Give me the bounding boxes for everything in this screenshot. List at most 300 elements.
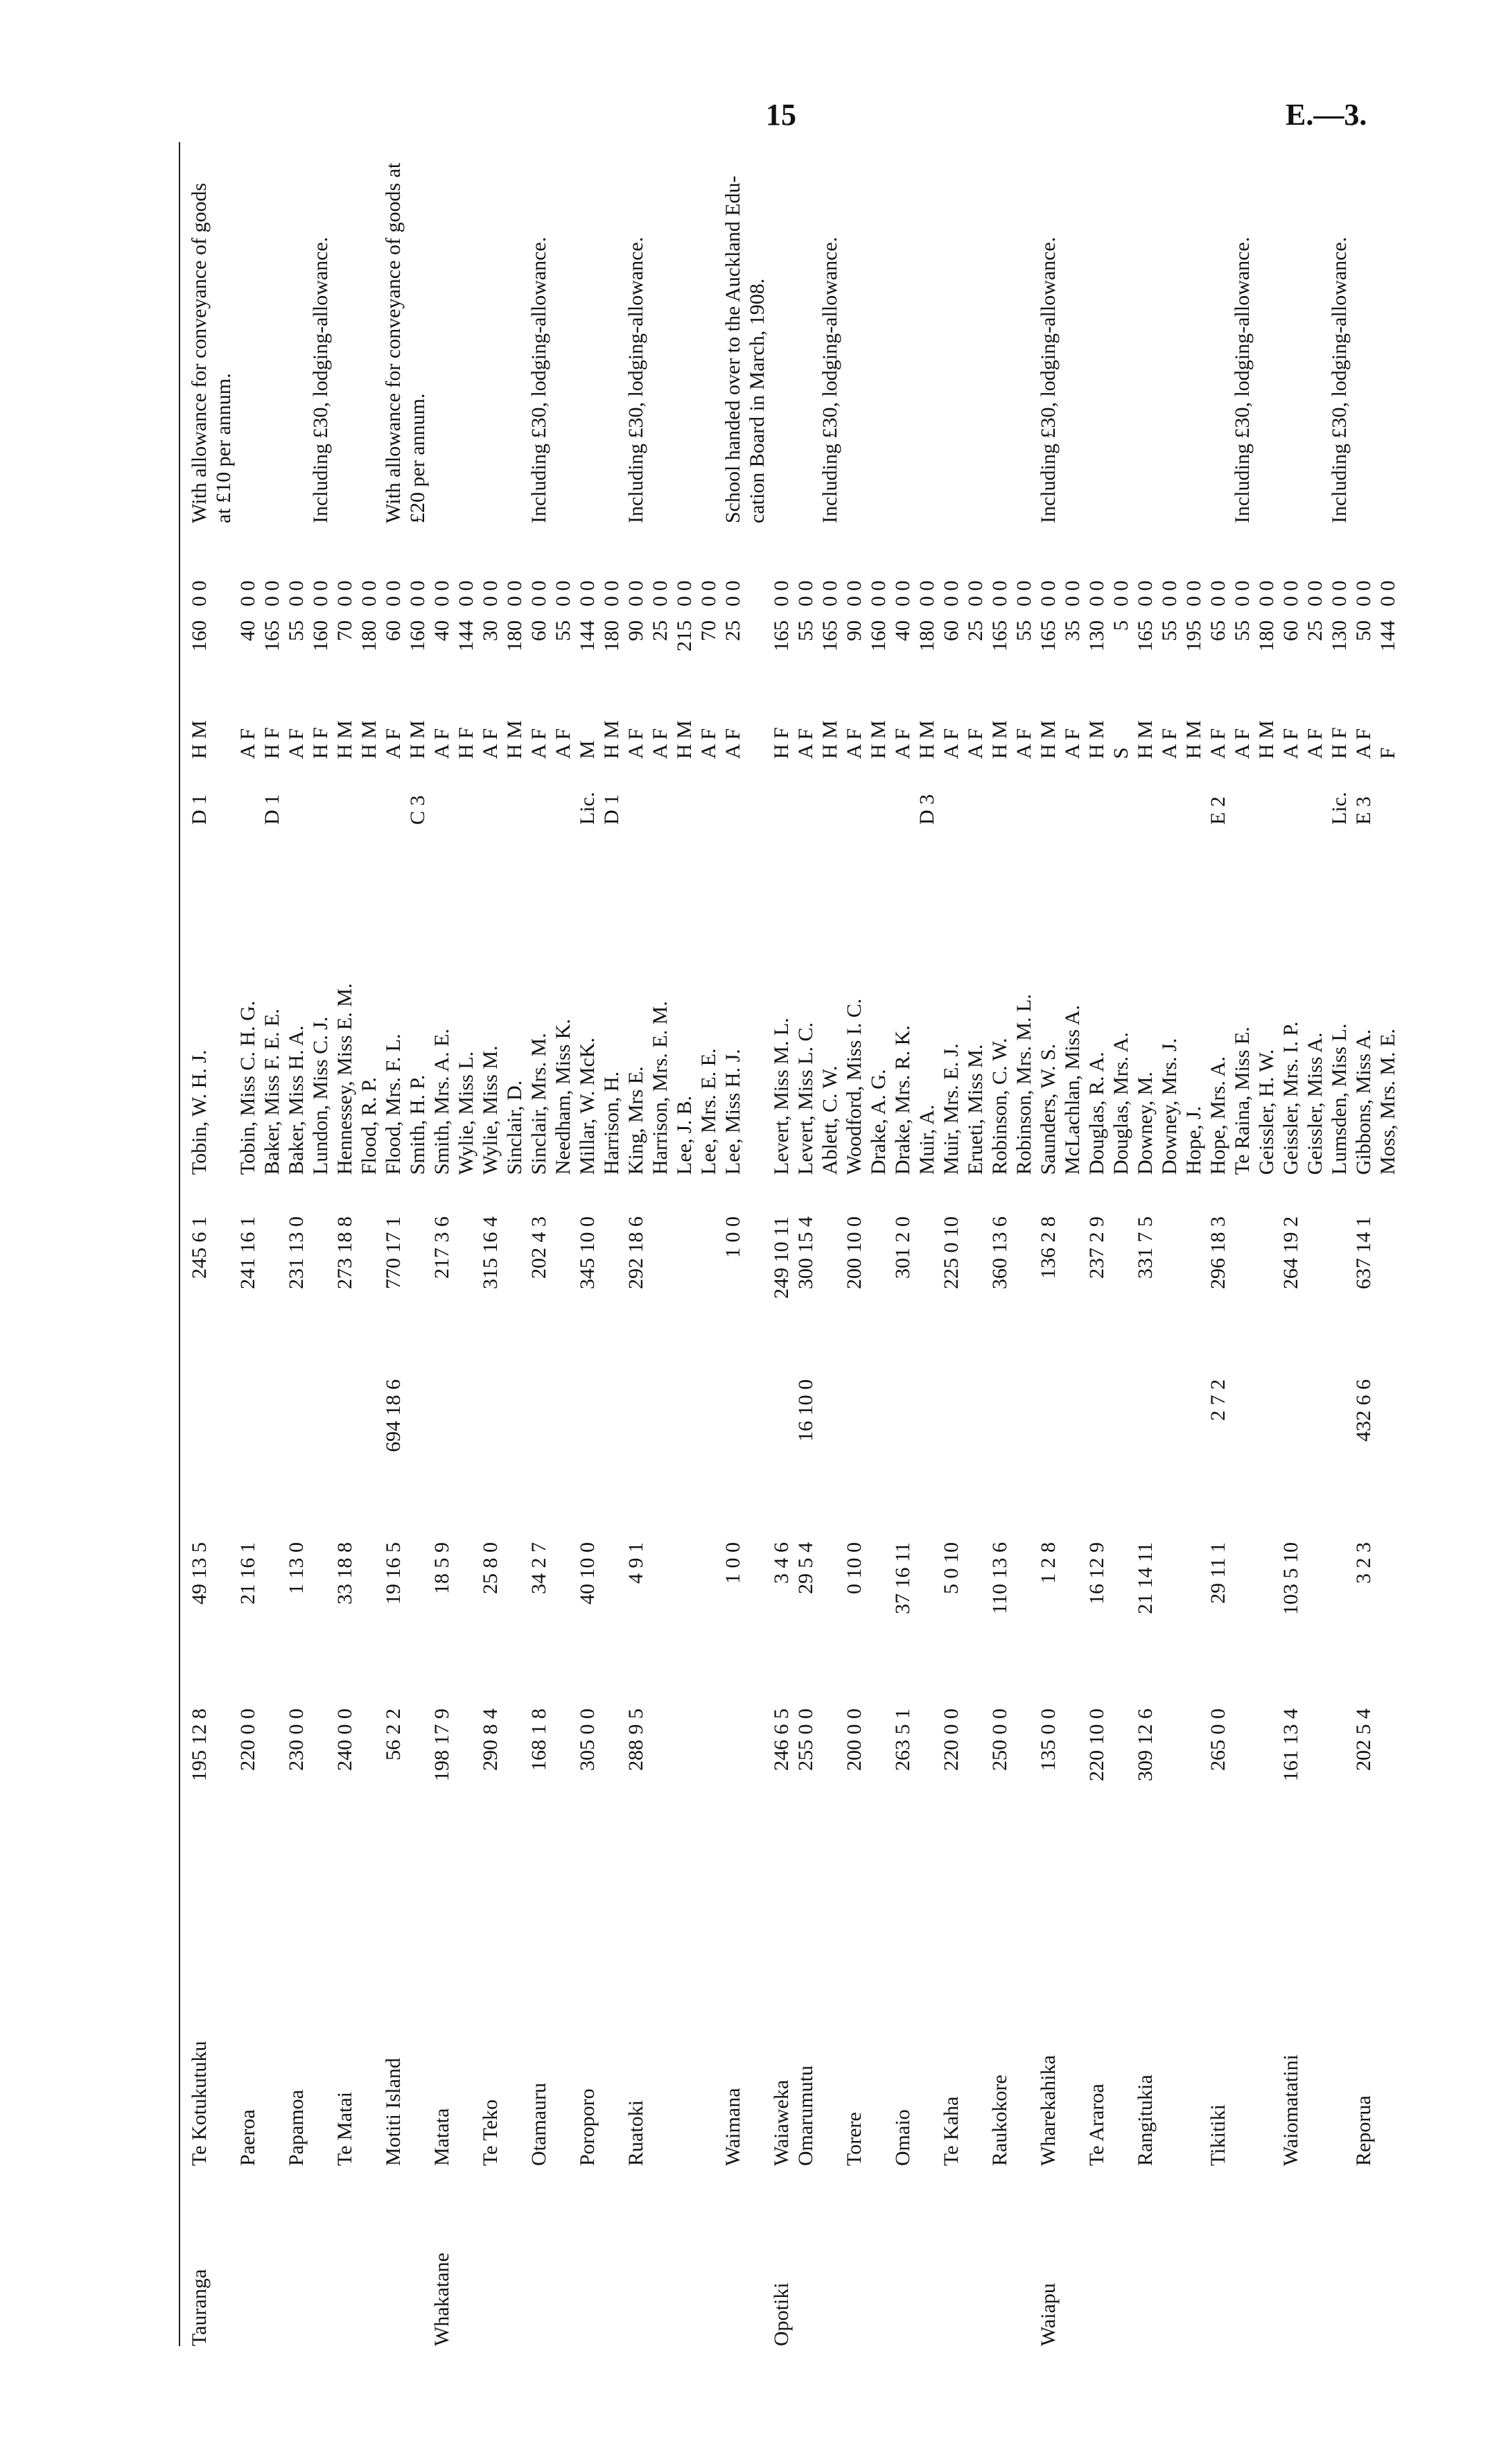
- cell-district: Waiapu: [1037, 2283, 1060, 2346]
- cell-sal2: 0 0: [527, 580, 550, 606]
- cell-s2: 5 0 10: [940, 1542, 963, 1594]
- cell-sal2: 0 0: [1134, 580, 1157, 606]
- cell-cls: E 3: [1352, 796, 1375, 825]
- cell-school: Wharekahika: [1037, 2055, 1060, 2166]
- cell-s2: 21 14 11: [1134, 1542, 1157, 1614]
- cell-remark: Including £30, lodging-allowance.: [1037, 236, 1060, 523]
- cell-s3: 432 6 6: [1352, 1379, 1375, 1442]
- cell-s4: 237 2 9: [1085, 1216, 1108, 1279]
- cell-sal: 65: [1207, 620, 1229, 641]
- cell-name: Flood, R. P.: [358, 1077, 380, 1175]
- cell-sal: 160: [188, 620, 211, 652]
- cell-name: Geissler, Miss A.: [1304, 1032, 1326, 1175]
- cell-s4: 217 3 6: [430, 1216, 453, 1279]
- cell-sal: 180: [503, 620, 526, 652]
- cell-sal2: 0 0: [382, 580, 405, 606]
- cell-pos: H M: [1255, 720, 1278, 759]
- cell-name: Wylie, Miss L.: [455, 1051, 477, 1175]
- cell-pos: H M: [673, 720, 696, 759]
- cell-cls: D 1: [600, 794, 623, 825]
- cell-s4: 225 0 10: [940, 1216, 963, 1289]
- cell-s1: 305 0 0: [576, 1709, 599, 1771]
- cell-school: Raukokore: [988, 2074, 1011, 2166]
- cell-cls: Lic.: [576, 792, 599, 825]
- cell-pos: H M: [1182, 720, 1205, 759]
- cell-pos: H M: [915, 720, 938, 759]
- cell-remark: £20 per annum.: [406, 393, 429, 523]
- cell-name: Harrison, H.: [600, 1071, 623, 1175]
- cell-sal2: 0 0: [406, 580, 429, 606]
- cell-name: Geissler, Mrs. I. P.: [1279, 1021, 1302, 1175]
- cell-sal2: 0 0: [600, 580, 623, 606]
- cell-pos: H M: [1037, 720, 1060, 759]
- cell-name: Robinson, C. W.: [988, 1038, 1011, 1175]
- cell-pos: A F: [1352, 728, 1375, 759]
- cell-school: Motiti Island: [382, 2058, 405, 2166]
- cell-sal2: 0 0: [673, 580, 696, 606]
- cell-name: Wylie, Miss M.: [479, 1045, 502, 1175]
- cell-name: Muir, A.: [915, 1104, 938, 1175]
- cell-name: McLachlan, Miss A.: [1061, 1005, 1084, 1175]
- cell-s2: 3 4 6: [770, 1542, 793, 1584]
- cell-cls: E 2: [1207, 796, 1229, 825]
- cell-sal: 25: [649, 620, 672, 641]
- cell-s1: 200 0 0: [843, 1709, 866, 1771]
- cell-name: Drake, Mrs. R. K.: [891, 1025, 914, 1175]
- cell-name: Gibbons, Miss A.: [1352, 1029, 1375, 1175]
- cell-school: Te Kotukutuku: [188, 2041, 211, 2166]
- cell-school: Waimana: [721, 2088, 744, 2166]
- cell-s4: 637 14 1: [1352, 1216, 1375, 1289]
- cell-s1: 161 13 4: [1279, 1709, 1302, 1781]
- cell-name: Douglas, R. A.: [1085, 1051, 1108, 1175]
- cell-school: Papamoa: [285, 2090, 308, 2166]
- cell-pos: H F: [1328, 727, 1351, 759]
- cell-pos: A F: [624, 728, 647, 759]
- cell-sal2: 0 0: [1279, 580, 1302, 606]
- cell-sal2: 0 0: [721, 580, 744, 606]
- cell-name: Sinclair, D.: [503, 1080, 526, 1175]
- cell-remark: at £10 per annum.: [212, 373, 235, 523]
- cell-pos: H M: [600, 720, 623, 759]
- cell-school: Waiaweka: [770, 2079, 793, 2166]
- cell-pos: A F: [1013, 728, 1035, 759]
- cell-sal: 55: [552, 620, 575, 641]
- cell-sal: 180: [600, 620, 623, 652]
- cell-s2: 33 18 8: [333, 1542, 356, 1605]
- rotated-table: [179, 142, 1405, 2346]
- cell-sal2: 0 0: [333, 580, 356, 606]
- cell-cls: D 3: [915, 794, 938, 825]
- cell-sal: 165: [818, 620, 841, 652]
- cell-name: Douglas, Mrs. A.: [1110, 1032, 1132, 1175]
- cell-name: Lee, Mrs. E. E.: [697, 1048, 720, 1175]
- cell-s2: 18 5 9: [430, 1542, 453, 1594]
- cell-sal: 180: [1255, 620, 1278, 652]
- cell-s1: 220 10 0: [1085, 1709, 1108, 1781]
- cell-s4: 245 6 1: [188, 1216, 211, 1279]
- cell-sal2: 0 0: [1255, 580, 1278, 606]
- cell-sal2: 0 0: [285, 580, 308, 606]
- cell-s2: 1 13 0: [285, 1542, 308, 1594]
- cell-name: Flood, Mrs. F. L.: [382, 1033, 405, 1175]
- cell-school: Rangitukia: [1134, 2074, 1157, 2166]
- cell-pos: A F: [964, 728, 987, 759]
- cell-pos: A F: [940, 728, 963, 759]
- cell-sal2: 0 0: [1328, 580, 1351, 606]
- cell-school: Te Kaha: [940, 2096, 963, 2166]
- cell-pos: A F: [285, 728, 308, 759]
- cell-name: Moss, Mrs. M. E.: [1376, 1029, 1399, 1175]
- cell-sal2: 0 0: [1376, 580, 1399, 606]
- cell-school: Te Teko: [479, 2099, 502, 2166]
- cell-s1: 288 9 5: [624, 1709, 647, 1771]
- cell-sal: 160: [867, 620, 890, 652]
- page-number: 15: [766, 98, 796, 132]
- cell-sal2: 0 0: [1352, 580, 1375, 606]
- cell-sal: 40: [236, 620, 259, 641]
- cell-sal: 144: [455, 620, 477, 652]
- cell-sal: 165: [988, 620, 1011, 652]
- cell-s2: 110 13 6: [988, 1542, 1011, 1614]
- cell-name: Te Raina, Miss E.: [1231, 1026, 1254, 1175]
- cell-s1: 250 0 0: [988, 1709, 1011, 1771]
- cell-pos: A F: [1304, 728, 1326, 759]
- cell-s1: 198 17 9: [430, 1709, 453, 1781]
- cell-name: Lumsden, Miss L.: [1328, 1023, 1351, 1175]
- cell-s1: 309 12 6: [1134, 1709, 1157, 1781]
- cell-sal2: 0 0: [915, 580, 938, 606]
- cell-pos: A F: [236, 728, 259, 759]
- cell-sal: 50: [1352, 620, 1375, 641]
- cell-s1: 230 0 0: [285, 1709, 308, 1771]
- cell-remark: Including £30, lodging-allowance.: [1231, 236, 1254, 523]
- cell-name: Saunders, W. S.: [1037, 1043, 1060, 1175]
- cell-sal2: 0 0: [624, 580, 647, 606]
- cell-sal: 60: [527, 620, 550, 641]
- cell-s1: 56 2 2: [382, 1709, 405, 1760]
- cell-school: Tikitiki: [1207, 2104, 1229, 2166]
- cell-pos: A F: [382, 728, 405, 759]
- cell-pos: H M: [818, 720, 841, 759]
- cell-pos: H M: [1134, 720, 1157, 759]
- cell-cls: D 1: [261, 794, 283, 825]
- cell-name: Geissler, H. W.: [1255, 1049, 1278, 1175]
- cell-pos: H M: [988, 720, 1011, 759]
- cell-s1: 246 6 5: [770, 1709, 793, 1771]
- cell-name: Lundon, Miss C. J.: [309, 1016, 332, 1175]
- cell-pos: A F: [721, 728, 744, 759]
- cell-s1: 220 0 0: [940, 1709, 963, 1771]
- cell-remark: Including £30, lodging-allowance.: [309, 236, 332, 523]
- cell-sal2: 0 0: [576, 580, 599, 606]
- cell-cls: C 3: [406, 795, 429, 825]
- cell-s3: 2 7 2: [1207, 1379, 1229, 1421]
- cell-school: Poroporo: [576, 2088, 599, 2166]
- cell-pos: H M: [503, 720, 526, 759]
- cell-name: Hope, Mrs. A.: [1207, 1056, 1229, 1175]
- cell-s4: 770 17 1: [382, 1216, 405, 1289]
- cell-sal2: 0 0: [188, 580, 211, 606]
- cell-pos: S: [1110, 747, 1132, 759]
- cell-sal: 25: [964, 620, 987, 641]
- cell-pos: H M: [406, 720, 429, 759]
- cell-name: Lee, Miss H. J.: [721, 1049, 744, 1175]
- cell-pos: A F: [479, 728, 502, 759]
- cell-pos: H M: [867, 720, 890, 759]
- cell-s2: 0 10 0: [843, 1542, 866, 1594]
- cell-school: Te Araroa: [1085, 2083, 1108, 2166]
- cell-remark: Including £30, lodging-allowance.: [624, 236, 647, 523]
- cell-sal2: 0 0: [1158, 580, 1181, 606]
- cell-pos: H M: [358, 720, 380, 759]
- cell-s4: 202 4 3: [527, 1216, 550, 1279]
- cell-name: Smith, H. P.: [406, 1074, 429, 1175]
- cell-district: Opotiki: [770, 2282, 793, 2346]
- cell-s2: 49 13 5: [188, 1542, 211, 1605]
- cell-cls: Lic.: [1328, 792, 1351, 825]
- cell-name: Harrison, Mrs. E. M.: [649, 1001, 672, 1175]
- cell-sal2: 0 0: [770, 580, 793, 606]
- cell-pos: H F: [309, 727, 332, 759]
- table-row: [1373, 142, 1403, 2346]
- cell-sal2: 0 0: [455, 580, 477, 606]
- cell-sal: 160: [406, 620, 429, 652]
- cell-s4: 231 13 0: [285, 1216, 308, 1289]
- cell-sal2: 0 0: [309, 580, 332, 606]
- cell-pos: F: [1376, 747, 1399, 759]
- cell-name: Levert, Miss M. L.: [770, 1017, 793, 1175]
- cell-sal2: 0 0: [1231, 580, 1254, 606]
- cell-s4: 249 10 11: [770, 1216, 793, 1299]
- cell-s4: 136 2 8: [1037, 1216, 1060, 1279]
- cell-sal: 60: [940, 620, 963, 641]
- cell-sal2: 0 0: [649, 580, 672, 606]
- cell-sal: 130: [1328, 620, 1351, 652]
- cell-sal2: 0 0: [794, 580, 817, 606]
- cell-school: Reporua: [1352, 2095, 1375, 2166]
- cell-pos: H M: [333, 720, 356, 759]
- cell-sal: 60: [1279, 620, 1302, 641]
- cell-school: Torere: [843, 2112, 866, 2166]
- cell-s4: 200 10 0: [843, 1216, 866, 1289]
- cell-sal2: 0 0: [236, 580, 259, 606]
- cell-district: Whakatane: [430, 2253, 453, 2346]
- cell-name: Ablett, C. W.: [818, 1065, 841, 1175]
- cell-name: Needham, Miss K.: [552, 1019, 575, 1175]
- cell-s1: 220 0 0: [236, 1709, 259, 1771]
- cell-s2: 29 5 4: [794, 1542, 817, 1594]
- cell-sal: 55: [1013, 620, 1035, 641]
- cell-school: Matata: [430, 2108, 453, 2166]
- cell-remark: Including £30, lodging-allowance.: [1328, 236, 1351, 523]
- cell-cls: D 1: [188, 794, 211, 825]
- cell-remark: Including £30, lodging-allowance.: [527, 236, 550, 523]
- cell-sal: 40: [430, 620, 453, 641]
- cell-pos: A F: [891, 728, 914, 759]
- cell-sal: 215: [673, 620, 696, 652]
- cell-s1: 263 5 1: [891, 1709, 914, 1771]
- cell-pos: A F: [843, 728, 866, 759]
- cell-sal: 70: [697, 620, 720, 641]
- cell-sal2: 0 0: [358, 580, 380, 606]
- cell-sal2: 0 0: [1207, 580, 1229, 606]
- cell-sal: 180: [358, 620, 380, 652]
- cell-s3: 694 18 6: [382, 1379, 405, 1452]
- cell-sal: 160: [309, 620, 332, 652]
- cell-pos: H M: [188, 720, 211, 759]
- cell-name: Drake, A. G.: [867, 1069, 890, 1175]
- cell-s4: 360 13 6: [988, 1216, 1011, 1289]
- cell-pos: A F: [794, 728, 817, 759]
- cell-school: Paeroa: [236, 2109, 259, 2166]
- cell-sal: 40: [891, 620, 914, 641]
- cell-pos: A F: [1061, 728, 1084, 759]
- cell-sal2: 0 0: [552, 580, 575, 606]
- cell-s2: 37 16 11: [891, 1542, 914, 1614]
- cell-sal: 55: [1158, 620, 1181, 641]
- cell-remark: Including £30, lodging-allowance.: [818, 236, 841, 523]
- cell-sal2: 0 0: [891, 580, 914, 606]
- cell-school: Omaio: [891, 2109, 914, 2166]
- cell-name: Levert, Miss L. C.: [794, 1022, 817, 1175]
- cell-s2: 21 16 1: [236, 1542, 259, 1605]
- cell-school: Omarumutu: [794, 2065, 817, 2166]
- cell-name: Hennessey, Miss E. M.: [333, 983, 356, 1175]
- cell-sal: 70: [333, 620, 356, 641]
- cell-name: Lee, J. B.: [673, 1095, 696, 1175]
- cell-s2: 1 0 0: [721, 1542, 744, 1584]
- cell-s4: 345 10 0: [576, 1216, 599, 1289]
- cell-s1: 202 5 4: [1352, 1709, 1375, 1771]
- cell-school: Waiomatatini: [1279, 2054, 1302, 2166]
- cell-sal: 90: [843, 620, 866, 641]
- cell-s4: 241 16 1: [236, 1216, 259, 1289]
- cell-name: Tobin, Miss C. H. G.: [236, 1000, 259, 1175]
- cell-district: Tauranga: [188, 2269, 211, 2346]
- cell-sal: 55: [794, 620, 817, 641]
- table-top-rule: [179, 142, 180, 2346]
- cell-sal: 180: [915, 620, 938, 652]
- cell-sal: 35: [1061, 620, 1084, 641]
- cell-s4: 331 7 5: [1134, 1216, 1157, 1279]
- cell-pos: A F: [552, 728, 575, 759]
- cell-sal: 165: [770, 620, 793, 652]
- cell-name: Downey, Mrs. J.: [1158, 1038, 1181, 1175]
- cell-sal2: 0 0: [503, 580, 526, 606]
- cell-remark: School handed over to the Auckland Edu-: [721, 175, 744, 523]
- cell-s2: 19 16 5: [382, 1542, 405, 1605]
- cell-name: Baker, Miss H. A.: [285, 1025, 308, 1175]
- cell-sal: 55: [1231, 620, 1254, 641]
- cell-pos: H M: [1085, 720, 1108, 759]
- cell-sal: 165: [261, 620, 283, 652]
- cell-s1: 265 0 0: [1207, 1709, 1229, 1771]
- cell-s1: 135 0 0: [1037, 1709, 1060, 1771]
- cell-pos: A F: [1231, 728, 1254, 759]
- cell-sal2: 0 0: [988, 580, 1011, 606]
- cell-pos: A F: [697, 728, 720, 759]
- cell-pos: H F: [770, 727, 793, 759]
- cell-sal: 60: [382, 620, 405, 641]
- cell-sal: 165: [1134, 620, 1157, 652]
- cell-s1: 290 8 4: [479, 1709, 502, 1771]
- cell-sal2: 0 0: [261, 580, 283, 606]
- cell-s2: 103 5 10: [1279, 1542, 1302, 1615]
- cell-s2: 1 2 8: [1037, 1542, 1060, 1584]
- cell-sal: 90: [624, 620, 647, 641]
- cell-s4: 315 16 4: [479, 1216, 502, 1289]
- cell-pos: A F: [1207, 728, 1229, 759]
- cell-s2: 29 11 1: [1207, 1542, 1229, 1604]
- cell-s4: 296 18 3: [1207, 1216, 1229, 1289]
- cell-sal: 144: [576, 620, 599, 652]
- cell-name: Downey, M.: [1134, 1072, 1157, 1175]
- cell-s4: 301 2 0: [891, 1216, 914, 1279]
- cell-name: Woodford, Miss I. C.: [843, 998, 866, 1175]
- cell-sal: 25: [1304, 620, 1326, 641]
- cell-pos: A F: [1279, 728, 1302, 759]
- cell-school: Ruatoki: [624, 2100, 647, 2166]
- cell-sal2: 0 0: [964, 580, 987, 606]
- cell-school: Te Matai: [333, 2091, 356, 2166]
- cell-remark: cation Board in March, 1908.: [746, 278, 769, 523]
- cell-pos: H F: [261, 727, 283, 759]
- cell-s1: 168 1 8: [527, 1709, 550, 1771]
- cell-sal2: 0 0: [940, 580, 963, 606]
- cell-pos: A F: [527, 728, 550, 759]
- cell-pos: A F: [649, 728, 672, 759]
- cell-name: Sinclair, Mrs. M.: [527, 1033, 550, 1175]
- cell-sal2: 0 0: [1013, 580, 1035, 606]
- cell-s4: 300 15 4: [794, 1216, 817, 1289]
- cell-s1: 195 12 8: [188, 1709, 211, 1781]
- cell-s1: 240 0 0: [333, 1709, 356, 1771]
- cell-sal: 165: [1037, 620, 1060, 652]
- cell-sal2: 0 0: [1304, 580, 1326, 606]
- cell-pos: A F: [430, 728, 453, 759]
- cell-s3: 16 10 0: [794, 1379, 817, 1442]
- cell-pos: A F: [1158, 728, 1181, 759]
- cell-name: Hope, J.: [1182, 1106, 1205, 1175]
- cell-s4: 273 18 8: [333, 1216, 356, 1289]
- cell-name: Erueti, Miss M.: [964, 1044, 987, 1175]
- cell-sal2: 0 0: [818, 580, 841, 606]
- cell-s1: 255 0 0: [794, 1709, 817, 1771]
- cell-sal: 55: [285, 620, 308, 641]
- cell-name: Tobin, W. H. J.: [188, 1049, 211, 1175]
- cell-s4: 264 19 2: [1279, 1216, 1302, 1289]
- cell-remark: With allowance for conveyance of goods at: [382, 162, 405, 523]
- cell-sal2: 0 0: [867, 580, 890, 606]
- cell-sal: 144: [1376, 620, 1399, 652]
- cell-sal: 5: [1110, 620, 1132, 631]
- cell-sal2: 0 0: [843, 580, 866, 606]
- cell-s2: 25 8 0: [479, 1542, 502, 1594]
- cell-sal2: 0 0: [1182, 580, 1205, 606]
- cell-name: Baker, Miss F. E. E.: [261, 1008, 283, 1175]
- cell-name: Smith, Mrs. A. E.: [430, 1029, 453, 1175]
- cell-sal2: 0 0: [430, 580, 453, 606]
- cell-s2: 4 9 1: [624, 1542, 647, 1584]
- cell-sal: 25: [721, 620, 744, 641]
- cell-name: King, Mrs E.: [624, 1066, 647, 1175]
- cell-name: Millar, W. McK.: [576, 1038, 599, 1175]
- cell-sal: 195: [1182, 620, 1205, 652]
- cell-s2: 34 2 7: [527, 1542, 550, 1594]
- cell-remark: With allowance for conveyance of goods: [188, 182, 211, 523]
- cell-sal2: 0 0: [1110, 580, 1132, 606]
